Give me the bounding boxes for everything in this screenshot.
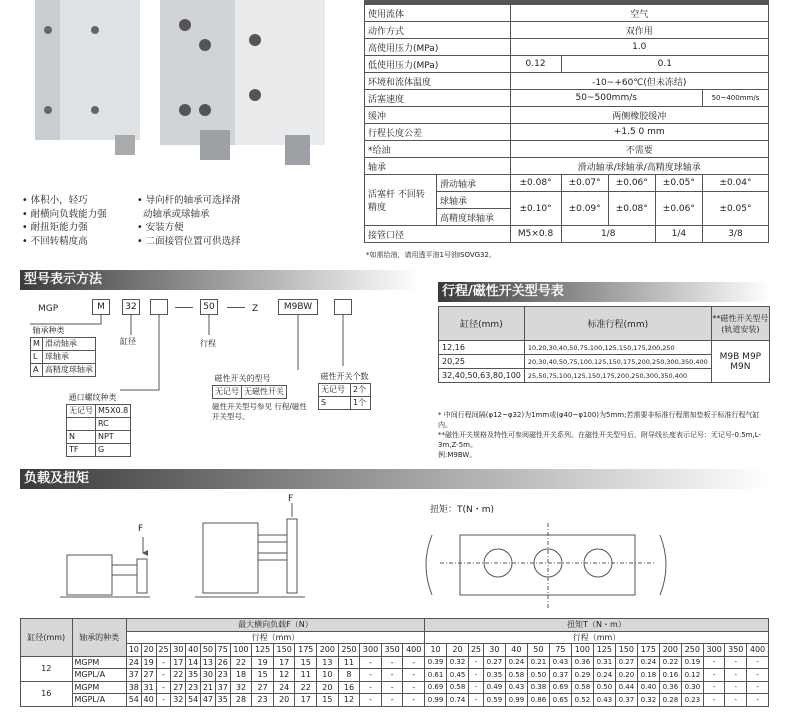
table-cell: 0.32: [447, 656, 469, 669]
table-cell: 40: [141, 694, 156, 707]
table-cell: 20: [141, 644, 156, 657]
model-code-switch: M9BW: [278, 299, 318, 315]
table-cell: -: [381, 681, 403, 694]
model-code-bearing: M: [92, 299, 110, 315]
feature-item: • 耐横向负载能力强: [22, 208, 107, 220]
table-cell: 75: [549, 644, 571, 657]
table-header-row: [21, 619, 769, 632]
table-cell: 0.50: [527, 669, 549, 682]
table-cell: 0.28: [659, 694, 681, 707]
feature-item: • 耐扭矩能力强: [22, 222, 88, 233]
table-cell: 0.37: [615, 694, 637, 707]
table-cell: -: [156, 681, 171, 694]
section-title-load: 负载及扭矩: [20, 469, 769, 489]
table-cell: -: [360, 681, 382, 694]
table-cell: 27: [141, 669, 156, 682]
table-cell: -: [156, 669, 171, 682]
table-cell: 22: [295, 681, 317, 694]
table-cell: 12: [338, 694, 360, 707]
table-cell: 10: [425, 644, 447, 657]
table-cell: 23: [252, 694, 274, 707]
spec-row: 使用流体 空气: [365, 5, 769, 22]
table-cell: 32: [171, 694, 186, 707]
table-cell: -: [360, 669, 382, 682]
feature-item: • 体积小，轻巧: [22, 195, 88, 206]
table-cell: 行程（mm）: [425, 631, 769, 644]
table-cell: 19: [252, 656, 274, 669]
table-cell: 0.18: [637, 669, 659, 682]
table-cell: 75: [215, 644, 230, 657]
table-cell: 0.39: [425, 656, 447, 669]
table-cell: -: [747, 669, 769, 682]
bore-label: 缸径: [120, 337, 136, 346]
table-cell: 15: [295, 656, 317, 669]
table-cell: 27: [252, 681, 274, 694]
table-cell: 24: [126, 656, 141, 669]
model-leader-lines: [0, 290, 360, 400]
table-cell: 17: [171, 656, 186, 669]
feature-item: • 导向杆的轴承可选择滑: [137, 195, 241, 206]
spec-table: [364, 0, 769, 243]
table-row: 20,25 20,30,40,50,75,100,125,150,175,200,250,300,350,400: [439, 355, 770, 369]
table-cell: 38: [126, 681, 141, 694]
table-cell: 0.52: [571, 694, 593, 707]
table-cell: 0.58: [571, 681, 593, 694]
table-cell: 0.69: [425, 681, 447, 694]
table-cell: 0.35: [483, 669, 505, 682]
table-cell: 0.16: [659, 669, 681, 682]
load-table: [20, 618, 769, 707]
table-cell: -: [469, 694, 484, 707]
table-cell: -: [156, 656, 171, 669]
table-cell: 37: [215, 681, 230, 694]
table-cell: 缸径(mm): [21, 619, 73, 657]
table-cell: 25: [156, 644, 171, 657]
load-diagram: [55, 495, 405, 615]
table-cell: 125: [252, 644, 274, 657]
table-cell: MGPL/A: [72, 694, 126, 707]
table-cell: 125: [593, 644, 615, 657]
table-cell: 最大横向负载F（N）: [126, 619, 424, 632]
force-label-1: F: [138, 524, 144, 534]
table-cell: 175: [637, 644, 659, 657]
table-cell: 0.58: [447, 681, 469, 694]
table-cell: 300: [703, 644, 725, 657]
torque-label: 扭矩：T(N・m): [430, 505, 495, 515]
table-cell: 32: [230, 681, 252, 694]
table-cell: 19: [141, 656, 156, 669]
model-code-bore: 32: [122, 299, 140, 315]
table-cell: 0.43: [593, 694, 615, 707]
spec-row: 环境和流体温度 -10~+60℃(但未冻结): [365, 73, 769, 90]
table-cell: 54: [126, 694, 141, 707]
spec-row: 轴承 滑动轴承/球轴承/高精度球轴承: [365, 158, 769, 175]
spec-row: 高精度球轴承: [365, 209, 769, 226]
table-cell: 0.23: [681, 694, 703, 707]
table-cell: -: [381, 656, 403, 669]
table-cell: 0.50: [593, 681, 615, 694]
table-cell: 100: [571, 644, 593, 657]
table-cell: 30: [171, 644, 186, 657]
table-cell: 100: [230, 644, 252, 657]
table-cell: 175: [295, 644, 317, 657]
table-cell: 250: [681, 644, 703, 657]
spec-row: 接管口径 M5×0.8 1/8 1/4 3/8: [365, 226, 769, 243]
stroke-table: 缸径(mm) 标准行程(mm) **磁性开关型号 (轨道安装) 12,16 10,20,30,40,50,75,100,125,150,175,200,250 M9B M9P M9N 20,25 20,30,40,50,75,100,125,150,175,200,250,300,350,400 32,40,50,63,80,100 25,50,75,100,125,150,175,200,250,300,350,400: [438, 306, 770, 383]
table-cell: 54: [186, 694, 201, 707]
table-cell: 0.19: [681, 656, 703, 669]
table-cell: 16: [21, 681, 73, 706]
table-cell: 0.30: [681, 681, 703, 694]
spec-row: 缓冲 两侧橡胶缓冲: [365, 107, 769, 124]
table-cell: 17: [273, 656, 295, 669]
table-cell: -: [469, 681, 484, 694]
table-cell: 0.49: [483, 681, 505, 694]
table-cell: 0.74: [447, 694, 469, 707]
table-cell: 17: [295, 694, 317, 707]
table-cell: MGPM: [72, 656, 126, 669]
table-cell: 0.99: [505, 694, 527, 707]
stroke-notes: * 中间行程间隔(φ12~φ32)为1mm或(φ40~φ100)为5mm;若需要非标准行程需加垫板于标准行程气缸内。 **磁性开关规格及特性可参阅磁性开关系列。在磁性开关型号后，附导线长度表示记号：无记号-0.5m,L-3m,Z-5m。 例:M9BW。: [438, 411, 762, 459]
table-cell: 0.22: [659, 656, 681, 669]
table-cell: 0.37: [549, 669, 571, 682]
table-cell: 11: [338, 656, 360, 669]
table-row: 12,16 10,20,30,40,50,75,100,125,150,175,200,250 M9B M9P M9N: [439, 341, 770, 355]
table-cell: -: [725, 694, 747, 707]
table-cell: 200: [317, 644, 339, 657]
table-cell: -: [156, 694, 171, 707]
table-cell: 0.24: [505, 656, 527, 669]
table-cell: 22: [230, 656, 252, 669]
table-row: [21, 681, 769, 694]
table-cell: -: [747, 694, 769, 707]
table-cell: 20: [447, 644, 469, 657]
switch-note: 磁性开关型号参见 行程/磁性开关型号。: [212, 402, 307, 421]
table-cell: 18: [230, 669, 252, 682]
table-cell: 25: [469, 644, 484, 657]
table-cell: 10: [317, 669, 339, 682]
table-cell: 35: [186, 669, 201, 682]
product-photo: [0, 0, 355, 185]
table-cell: 0.45: [447, 669, 469, 682]
model-prefix: MGP: [38, 304, 59, 314]
bearing-type-table: 轴承种类 M 滑动轴承 L 球轴承 A 高精度球轴承: [30, 324, 96, 377]
table-cell: 11: [295, 669, 317, 682]
table-cell: -: [747, 681, 769, 694]
table-cell: 0.43: [505, 681, 527, 694]
table-cell: 0.36: [659, 681, 681, 694]
table-cell: -: [360, 694, 382, 707]
spec-row: 低使用压力(MPa) 0.12 0.1: [365, 56, 769, 73]
table-cell: 400: [403, 644, 425, 657]
table-cell: 350: [381, 644, 403, 657]
spec-row: 高使用压力(MPa) 1.0: [365, 39, 769, 56]
table-cell: 30: [483, 644, 505, 657]
table-cell: 0.59: [483, 694, 505, 707]
table-cell: 0.20: [615, 669, 637, 682]
table-cell: 27: [171, 681, 186, 694]
table-cell: 0.21: [527, 656, 549, 669]
table-cell: 300: [360, 644, 382, 657]
table-cell: 400: [747, 644, 769, 657]
table-cell: 150: [615, 644, 637, 657]
table-cell: 40: [186, 644, 201, 657]
table-cell: 扭矩T（N・m）: [425, 619, 769, 632]
table-cell: 23: [215, 669, 230, 682]
table-cell: -: [703, 669, 725, 682]
table-cell: 0.29: [571, 669, 593, 682]
table-cell: 0.32: [637, 694, 659, 707]
table-cell: 26: [215, 656, 230, 669]
table-header-row: [21, 631, 769, 644]
table-cell: 0.27: [615, 656, 637, 669]
feature-item: • 安装方便: [137, 222, 184, 233]
table-cell: 0.61: [425, 669, 447, 682]
table-cell: 47: [201, 694, 216, 707]
table-cell: 31: [141, 681, 156, 694]
table-cell: MGPM: [72, 681, 126, 694]
spec-row: 活塞速度 50~500mm/s 50~400mm/s: [365, 90, 769, 107]
table-cell: 22: [171, 669, 186, 682]
feature-item: • 不回转精度高: [22, 235, 88, 247]
spec-row: 动作方式 双作用: [365, 22, 769, 39]
table-cell: 350: [725, 644, 747, 657]
table-cell: MGPL/A: [72, 669, 126, 682]
table-cell: -: [725, 681, 747, 694]
table-cell: 10: [126, 644, 141, 657]
table-cell: 15: [317, 694, 339, 707]
table-cell: -: [703, 656, 725, 669]
table-row: [21, 694, 769, 707]
stroke-label: 行程: [200, 339, 216, 348]
table-cell: -: [469, 669, 484, 682]
table-cell: 0.38: [527, 681, 549, 694]
table-row: 32,40,50,63,80,100 25,50,75,100,125,150,175,200,250,300,350,400: [439, 369, 770, 383]
table-cell: 16: [338, 681, 360, 694]
table-cell: 23: [186, 681, 201, 694]
table-cell: 0.99: [425, 694, 447, 707]
table-cell: 21: [201, 681, 216, 694]
switch-count-table: 磁性开关个数 无记号 2个 S 1个: [320, 371, 369, 407]
thread-table: 通口螺纹种类 无记号 M5X0.8 RC N NPT TF G: [66, 391, 131, 457]
feature-item: • 二面接管位置可供选择: [137, 235, 241, 247]
switch-model-table: 磁性开关的型号 无记号 无磁性开关: [212, 372, 287, 399]
feature-item: 动轴承或球轴承: [143, 208, 210, 220]
table-cell: -: [403, 681, 425, 694]
table-cell: 250: [338, 644, 360, 657]
spec-row: 球轴承 ±0.10° ±0.09° ±0.08° ±0.06° ±0.05°: [365, 192, 769, 209]
table-cell: 0.58: [505, 669, 527, 682]
table-cell: 0.24: [637, 656, 659, 669]
table-cell: 20: [317, 681, 339, 694]
table-cell: 30: [201, 669, 216, 682]
table-row: [21, 656, 769, 669]
table-cell: 28: [230, 694, 252, 707]
table-cell: -: [469, 656, 484, 669]
table-cell: -: [703, 694, 725, 707]
table-cell: 14: [186, 656, 201, 669]
table-cell: -: [381, 694, 403, 707]
spec-note: *如需给油，请用透平油1号油ISOVG32。: [366, 251, 496, 259]
table-cell: 0.12: [681, 669, 703, 682]
table-cell: 150: [273, 644, 295, 657]
section-title-model: 型号表示方法: [20, 270, 420, 290]
table-cell: 8: [338, 669, 360, 682]
table-cell: -: [381, 669, 403, 682]
table-cell: 0.31: [593, 656, 615, 669]
table-cell: 13: [317, 656, 339, 669]
spec-row: 活塞杆 不回转精度 滑动轴承 ±0.08° ±0.07° ±0.06° ±0.05° ±0.04°: [365, 175, 769, 192]
table-cell: 13: [201, 656, 216, 669]
torque-diagram: [420, 515, 680, 615]
table-cell: 35: [215, 694, 230, 707]
table-cell: 50: [527, 644, 549, 657]
model-code-stroke: 50: [200, 299, 218, 315]
table-cell: 12: [21, 656, 73, 681]
table-cell: -: [747, 656, 769, 669]
table-cell: 20: [273, 694, 295, 707]
spec-row: *给油 不需要: [365, 141, 769, 158]
table-cell: 12: [273, 669, 295, 682]
table-cell: 0.27: [483, 656, 505, 669]
table-row: [21, 669, 769, 682]
table-cell: 0.44: [615, 681, 637, 694]
table-cell: 15: [252, 669, 274, 682]
table-cell: 37: [126, 669, 141, 682]
table-cell: 50: [201, 644, 216, 657]
feature-list-right: [137, 194, 277, 248]
table-cell: 0.24: [593, 669, 615, 682]
table-cell: 0.69: [549, 681, 571, 694]
table-cell: -: [725, 669, 747, 682]
table-cell: 轴承的种类: [72, 619, 126, 657]
table-cell: 24: [273, 681, 295, 694]
table-cell: -: [360, 656, 382, 669]
table-header-row: [21, 644, 769, 657]
table-cell: 0.36: [571, 656, 593, 669]
spec-row: 行程长度公差 +1.5 0 mm: [365, 124, 769, 141]
model-code-z: Z: [252, 304, 259, 314]
table-cell: -: [725, 656, 747, 669]
table-cell: 0.86: [527, 694, 549, 707]
table-cell: 40: [505, 644, 527, 657]
table-cell: -: [703, 681, 725, 694]
table-cell: -: [403, 669, 425, 682]
table-cell: -: [403, 656, 425, 669]
table-cell: 0.40: [637, 681, 659, 694]
table-cell: 200: [659, 644, 681, 657]
force-label-2: F: [288, 494, 294, 504]
table-cell: -: [403, 694, 425, 707]
table-cell: 0.43: [549, 656, 571, 669]
section-title-stroke: 行程/磁性开关型号表: [438, 282, 770, 302]
table-cell: 0.65: [549, 694, 571, 707]
table-cell: 行程（mm）: [126, 631, 424, 644]
feature-list-left: [22, 194, 132, 248]
